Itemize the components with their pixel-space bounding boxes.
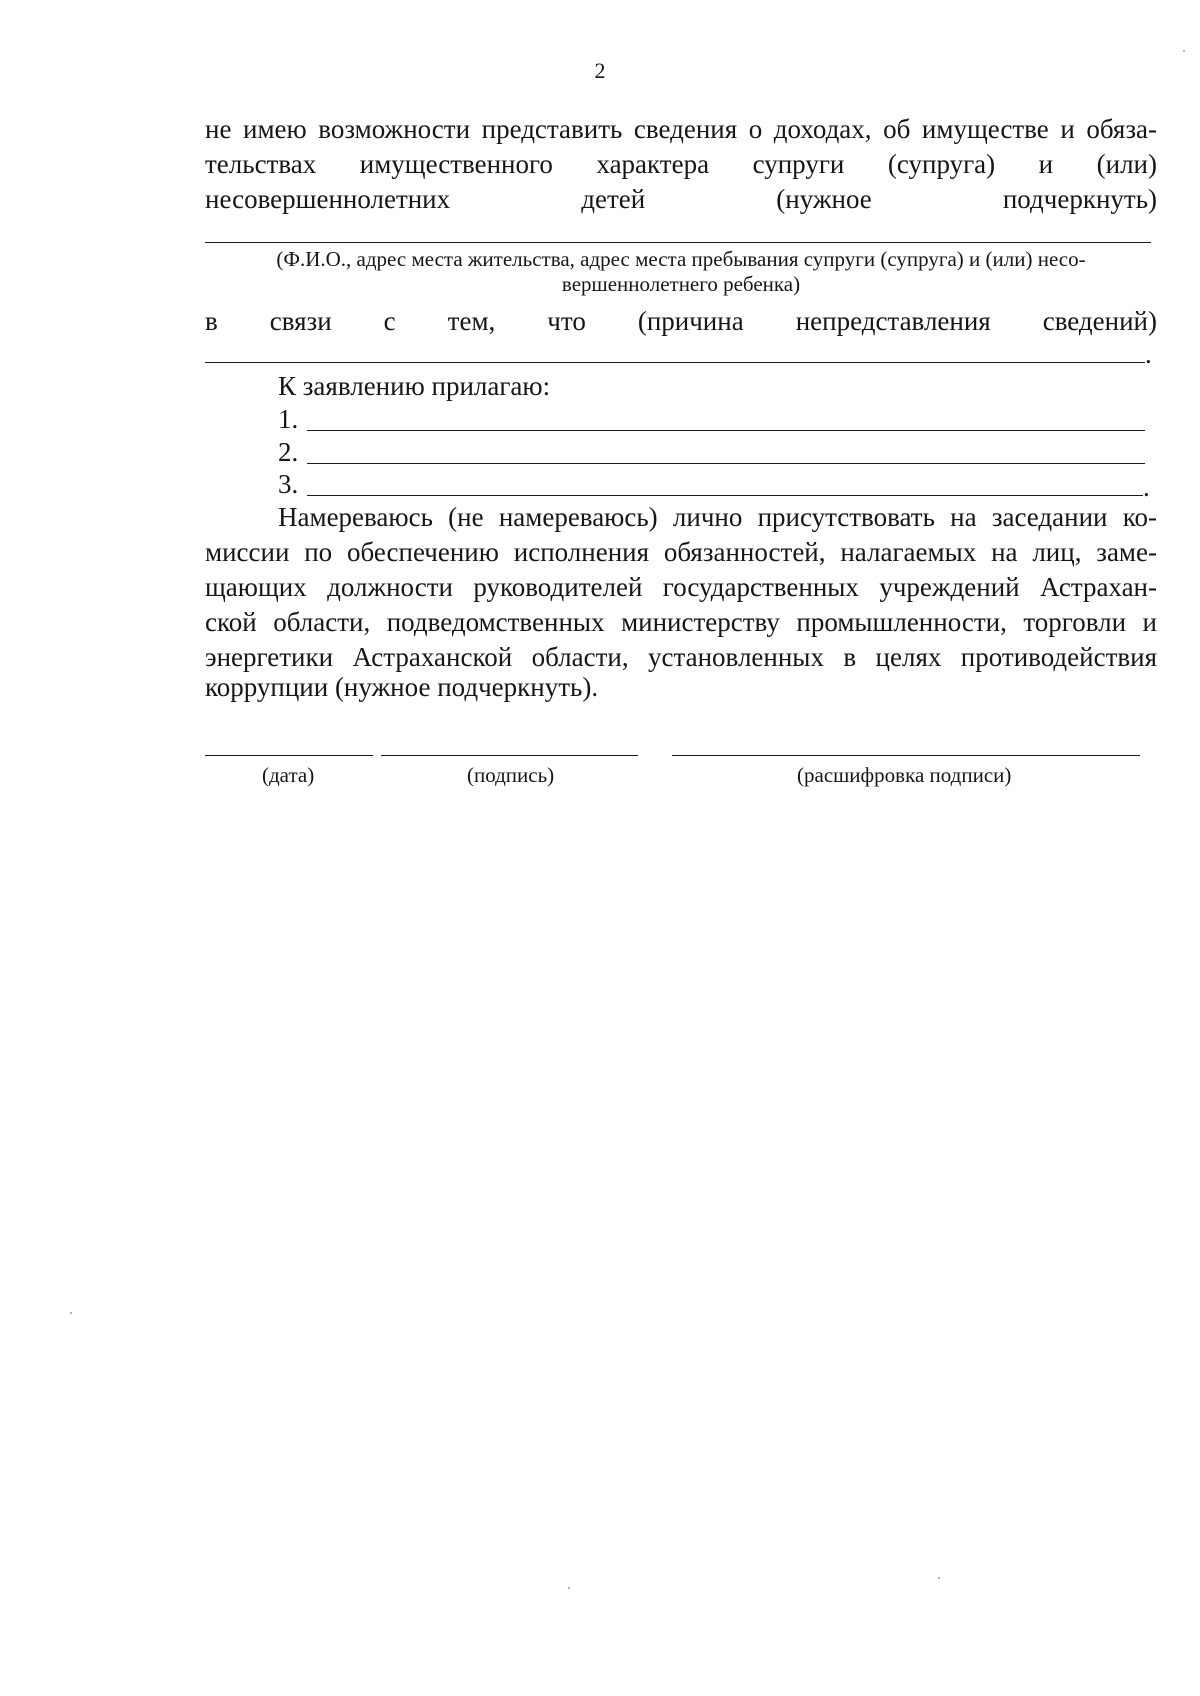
scan-speck bbox=[568, 1587, 570, 1589]
attachment-item-blank-line bbox=[307, 495, 1143, 496]
date-blank-line bbox=[205, 755, 373, 756]
intention-last-line: коррупции (нужное подчеркнуть). bbox=[205, 672, 599, 702]
scan-speck bbox=[1183, 50, 1185, 52]
intro-line: не имею возможности представить сведения о доходах, об имуществе и обяза- bbox=[205, 114, 1157, 144]
intro-line: тельствах имущественного характера супруги (супруга) и (или) bbox=[205, 149, 1157, 179]
caption-line: (Ф.И.О., адрес места жительства, адрес места пребывания супруги (супруга) и (или) несо- bbox=[276, 247, 1086, 271]
attachment-item-number: 1. bbox=[278, 404, 299, 434]
intention-line: ской области, подведомственных министерству промышленности, торговли и bbox=[205, 607, 1157, 637]
caption-line: вершеннолетнего ребенка) bbox=[561, 272, 801, 296]
intention-paragraph bbox=[205, 535, 1157, 675]
signature-decoding-label: (расшифровка подписи) bbox=[797, 763, 1012, 787]
attachment-item-blank-line bbox=[307, 463, 1145, 464]
scan-speck bbox=[70, 1312, 72, 1314]
signature-decoding-blank-line bbox=[672, 755, 1140, 756]
signature-blank-line bbox=[381, 755, 638, 756]
reason-line: в связи с тем, что (причина непредставления сведений) bbox=[205, 306, 1157, 336]
intention-first-line-wrap bbox=[278, 500, 1157, 535]
reason-blank-line bbox=[205, 362, 1145, 363]
intention-line: Намереваюсь (не намереваюсь) лично присутствовать на заседании ко- bbox=[278, 502, 1157, 532]
date-label: (дата) bbox=[262, 763, 315, 787]
intention-line: энергетики Астраханской области, установленных в целях противодействия bbox=[205, 642, 1157, 672]
intention-line: миссии по обеспечению исполнения обязанностей, налагаемых на лиц, заме- bbox=[205, 537, 1157, 567]
intro-line: несовершеннолетних детей (нужное подчеркнуть) bbox=[205, 184, 1157, 214]
person-details-caption bbox=[205, 247, 1157, 297]
scan-speck bbox=[938, 1577, 940, 1579]
attachment-item-blank-line bbox=[307, 430, 1145, 431]
intention-line: щающих должности руководителей государственных учреждений Астрахан- bbox=[205, 572, 1157, 602]
reason-paragraph bbox=[205, 304, 1157, 339]
intro-paragraph bbox=[205, 112, 1157, 217]
page-number: 2 bbox=[594, 58, 606, 83]
attachment-item-number: 2. bbox=[278, 437, 299, 467]
attachments-heading: К заявлению прилагаю: bbox=[278, 371, 551, 401]
person-details-blank-line bbox=[205, 242, 1151, 243]
attachment-item-number: 3. bbox=[278, 469, 299, 499]
attachments-end-dot: . bbox=[1143, 472, 1150, 502]
signature-label: (подпись) bbox=[467, 763, 555, 787]
reason-end-dot: . bbox=[1145, 339, 1152, 369]
